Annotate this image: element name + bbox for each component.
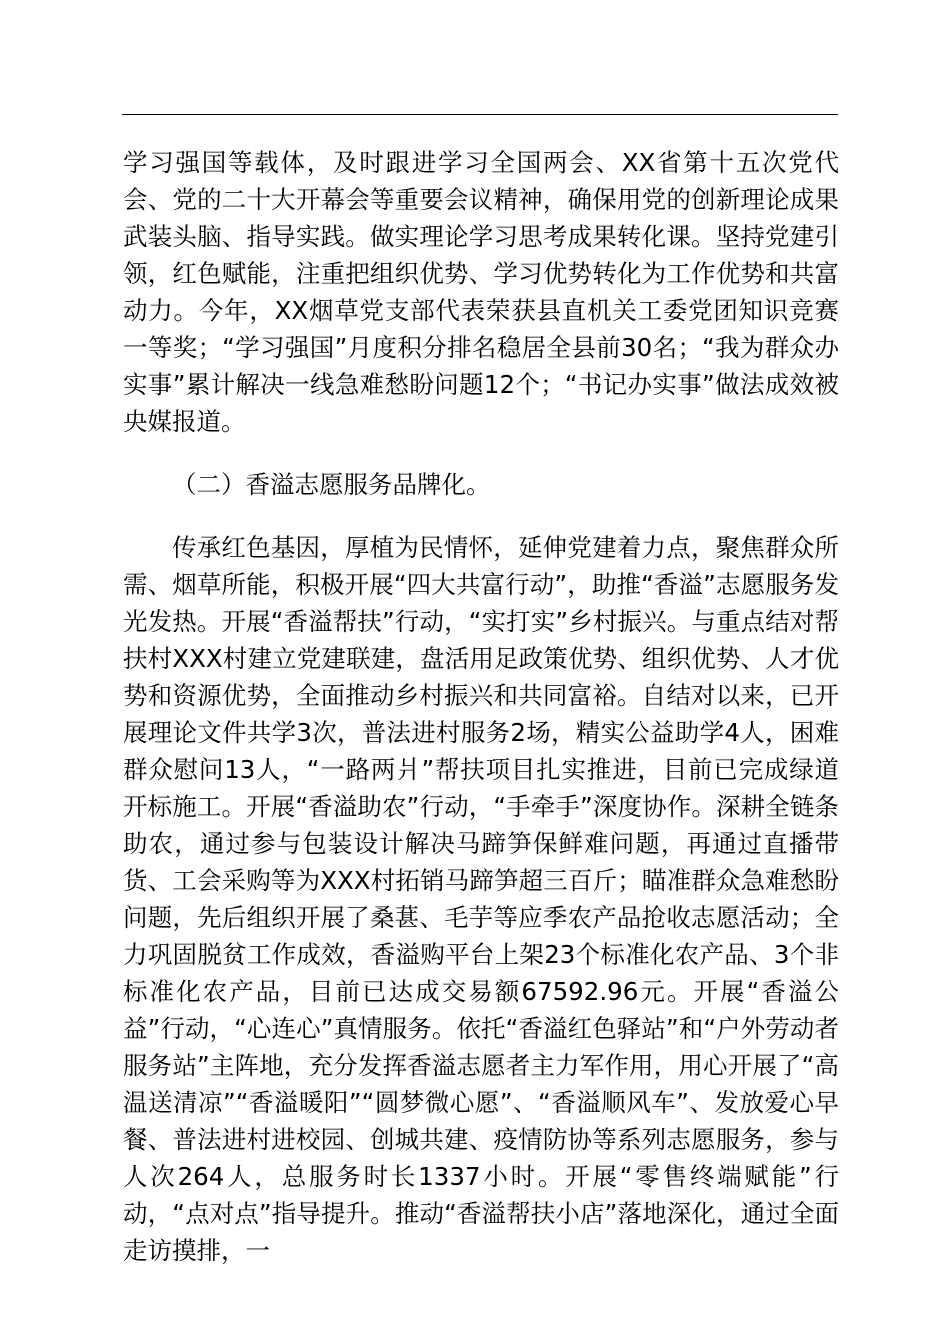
section-heading: （二）香溢志愿服务品牌化。 [172,470,491,499]
paragraph-1: 学习强国等载体，及时跟进学习全国两会、XX省第十五次党代会、党的二十大开幕会等重要会议精神，确保用党的创新理论成果武装头脑、指导实践。做实理论学习思考成果转化课。坚持党建引领，红色赋能，注重把组织优势、学习优势转化为工作优势和共富动力。今年，XX烟草党支部代表荣获县直机关工委党团知识竞赛一等奖；“学习强国”月度积分排名稳居全县前30名；“我为群众办实事”累计解决一线急难愁盼问题12个；“书记办实事”做法成效被央媒报道。 [123,148,839,436]
header-rule [122,114,838,115]
document-body [123,144,839,1269]
paragraph-2: 传承红色基因，厚植为民情怀，延伸党建着力点，聚焦群众所需、烟草所能，积极开展“四大共富行动”，助推“香溢”志愿服务发光发热。开展“香溢帮扶”行动，“实打实”乡村振兴。与重点结对帮扶村XXX村建立党建联建，盘活用足政策优势、组织优势、人才优势和资源优势，全面推动乡村振兴和共同富裕。自结对以来，已开展理论文件共学3次，普法进村服务2场，精实公益助学4人，困难群众慰问13人，“一路两爿”帮扶项目扎实推进，目前已完成绿道开标施工。开展“香溢助农”行动，“手牵手”深度协作。深耕全链条助农，通过参与包装设计解决马蹄笋保鲜难问题，再通过直播带货、工会采购等为XXX村拓销马蹄笋超三百斤；瞄准群众急难愁盼问题，先后组织开展了桑葚、毛芋等应季农产品抢收志愿活动；全力巩固脱贫工作成效，香溢购平台上架23个标准化农产品、3个非标准化农产品，目前已达成交易额67592.96元。开展“香溢公益”行动，“心连心”真情服务。依托“香溢红色驿站”和“户外劳动者服务站”主阵地，充分发挥香溢志愿者主力军作用，用心开展了“高温送清凉”“香溢暖阳”“圆梦微心愿”、“香溢顺风车”、发放爱心早餐、普法进村进校园、创城共建、疫情防协等系列志愿服务，参与人次264人，总服务时长1337小时。开展“零售终端赋能”行动，“点对点”指导提升。推动“香溢帮扶小店”落地深化，通过全面走访摸排，一 [123,533,839,1265]
